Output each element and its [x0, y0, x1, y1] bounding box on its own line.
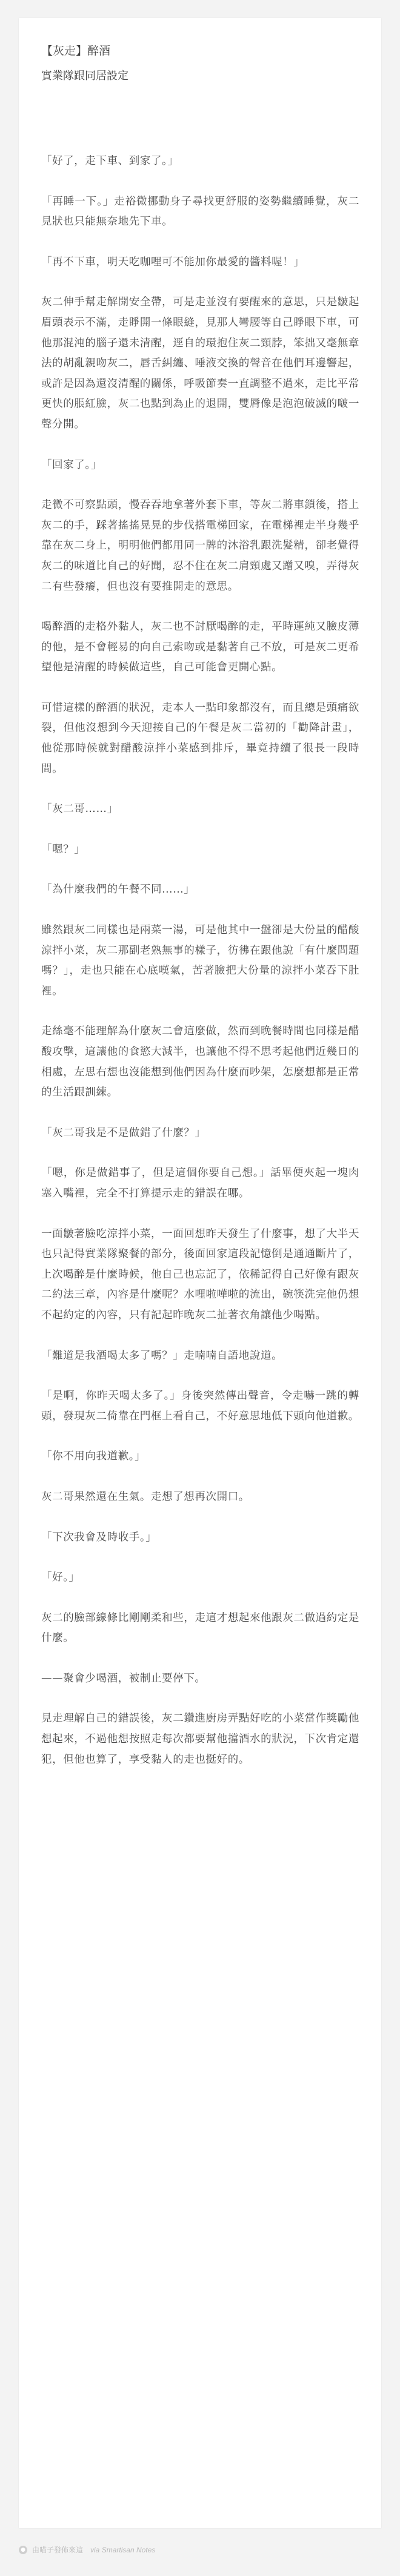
paragraph: 「你不用向我道歉。」 [41, 1450, 146, 1463]
paragraph: 「回家了。」 [41, 458, 102, 471]
paragraph: 走微不可察點頭，慢吞吞地拿著外套下車，等灰二將車鎖後，搭上灰二的手，踩著搖搖晃晃的步伐搭電梯回家，在電梯裡走半身幾乎靠在灰二身上，明明他們都用同一牌的沐浴乳跟洗髮精，卻老覺得灰二的味道比自己的好聞，忍不住在灰二肩頸處又蹭又嗅，弄得灰二有些發癢，但也沒有要推開走的意思。 [41, 499, 359, 593]
footer-text: 由喵子發佈來這 [32, 2546, 84, 2554]
paragraph: 見走理解自己的錯誤後，灰二鑽進廚房弄點好吃的小菜當作獎勵他想起來，不過他想按照走每次都要幫他擋酒水的狀況，下次肯定還犯，但他也算了，享受黏人的走也挺好的。 [41, 1712, 359, 1766]
article-body [41, 151, 359, 1770]
paragraph: 喝醉酒的走格外黏人，灰二也不討厭喝醉的走，平時運純又臉皮薄的他，是不會輕易的向自己索吻或是黏著自己不放，可是灰二更希望他是清醒的時候做這些，自己可能會更開心點。 [41, 621, 359, 674]
paragraph: 灰二哥果然還在生氣。走想了想再次開口。 [41, 1490, 250, 1503]
paragraph: 灰二的臉部線條比剛剛柔和些，走這才想起來他跟灰二做過約定是什麼。 [41, 1611, 359, 1645]
paragraph: 「灰二哥我是不是做錯了什麼？」 [41, 1126, 206, 1139]
paragraph: 「好了，走下車、到家了。」 [41, 155, 179, 167]
app-logo-icon: ● [19, 2546, 27, 2554]
paragraph: 「再睡一下。」走裕微挪動身子尋找更舒服的姿勢繼續睡覺，灰二見狀也只能無奈地先下車。 [41, 195, 359, 228]
paragraph: 「為什麼我們的午餐不同……」 [41, 883, 195, 896]
article-title: 【灰走】醉酒 [41, 44, 111, 58]
paragraph: 「難道是我酒喝太多了嗎？」走喃喃自語地說道。 [41, 1349, 283, 1362]
footer [19, 2545, 155, 2555]
paragraph: 「灰二哥……」 [41, 803, 118, 816]
paragraph: ——聚會少喝酒，被制止要停下。 [41, 1672, 206, 1685]
paragraph: 走絲毫不能理解為什麼灰二會這麼做，然而到晚餐時間也同樣是醋酸攻擊，這讓他的食慾大減半，也讓他不得不思考起他們近幾日的相處，左思右想也沒能想到他們因為什麼而吵架，怎麼想都是正常的生活跟訓練。 [41, 1025, 359, 1099]
paragraph: 「是啊，你昨天喝太多了。」身後突然傳出聲音，令走嚇一跳的轉頭，發現灰二倚靠在門框上看自己，不好意思地低下頭向他道歉。 [41, 1390, 359, 1422]
paragraph: 「嗯？」 [41, 843, 85, 856]
paragraph: 雖然跟灰二同樣也是兩菜一湯，可是他其中一盤卻是大份量的醋酸涼拌小菜，灰二那副老熟無事的樣子，彷彿在跟他說「有什麼問題嗎？」，走也只能在心底嘆氣，苦著臉把大份量的涼拌小菜吞下肚裡。 [41, 924, 359, 997]
footer-source: via Smartisan Notes [90, 2545, 156, 2554]
note-card [19, 18, 381, 2528]
paragraph: 一面皺著臉吃涼拌小菜，一面回想昨天發生了什麼事，想了大半天也只記得實業隊聚餐的部分，後面回家這段記憶倒是通通斷片了，上次喝醉是什麼時候，他自己也忘記了，依稀記得自己好像有跟灰二約法三章，內容是什麼呢？水哩啦嘩啦的流出，碗筷洗完他仍想不起約定的內容，只有記起昨晚灰二扯著衣角讓他少喝點。 [41, 1227, 359, 1321]
article-subtitle: 實業隊跟同居設定 [41, 70, 128, 82]
paragraph: 「嗯，你是做錯事了，但是這個你要自己想。」話畢便夾起一塊肉塞入嘴裡，完全不打算提示走的錯誤在哪。 [41, 1167, 359, 1200]
paragraph: 灰二伸手幫走解開安全帶，可是走並沒有要醒來的意思，只是皺起眉頭表示不滿，走睜開一條眼縫，見那人彎腰等自己睜眼下車，可他那混沌的腦子還未清醒，逕自的環抱住灰二頸脖，笨拙又毫無章法的胡亂親吻灰二，唇舌糾纏、唾液交換的聲音在他們耳邊響起，或許是因為還沒清醒的關係，呼吸節奏一直調整不過來，走比平常更快的脹紅臉，灰二也點到為止的退開，雙脣像是泡泡破滅的啵一聲分開。 [41, 296, 359, 431]
paragraph: 可惜這樣的醉酒的狀況，走本人一點印象都沒有，而且總是頭痛欲裂，但他沒想到今天迎接自己的午餐是灰二當初的「勸降計畫」，他從那時候就對醋酸涼拌小菜感到排斥，畢竟持續了很長一段時間。 [41, 701, 359, 775]
paragraph: 「下次我會及時收手。」 [41, 1531, 157, 1544]
paragraph: 「好。」 [41, 1571, 80, 1584]
paragraph: 「再不下車，明天吃咖哩可不能加你最愛的醬料喔！」 [41, 256, 305, 268]
